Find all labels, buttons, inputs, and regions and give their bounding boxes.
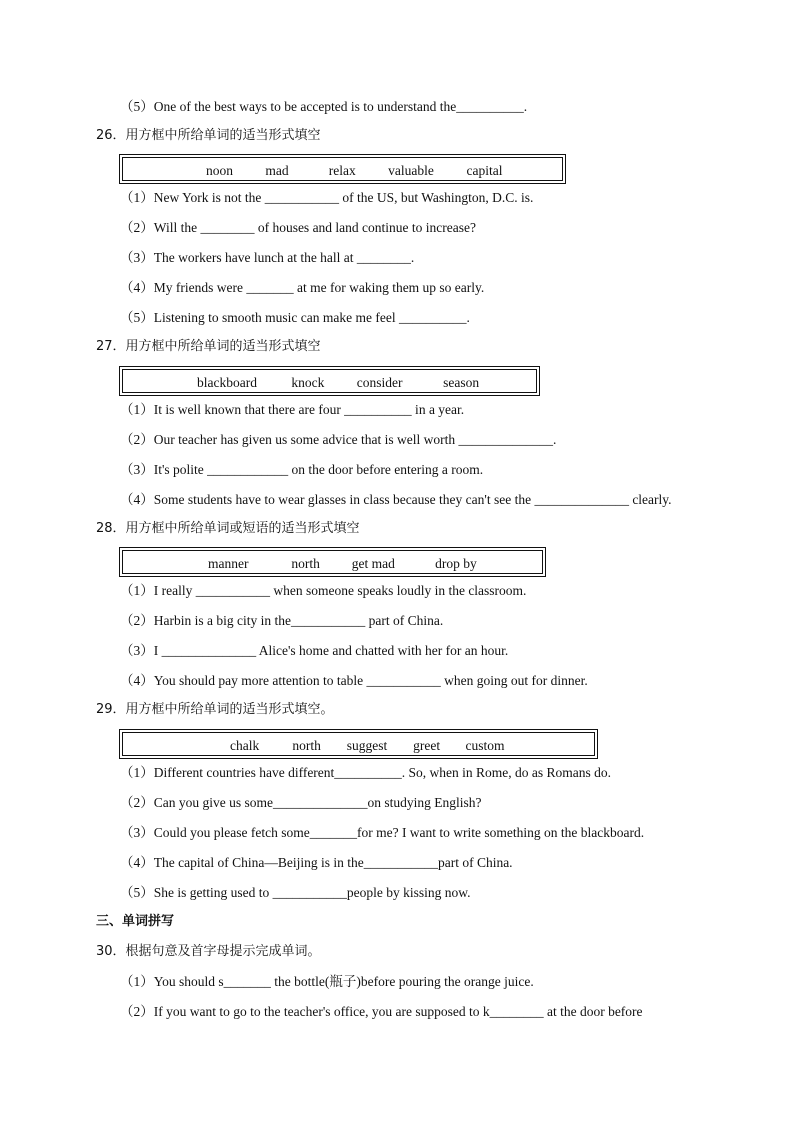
question-26-heading: 26．用方框中所给单词的适当形式填空	[96, 128, 321, 143]
question-27-item-2: （2）Our teacher has given us some advice that is well worth ______________.	[120, 432, 557, 447]
question-30-heading: 30．根据句意及首字母提示完成单词。	[96, 944, 321, 959]
box-word: chalk	[230, 738, 260, 753]
question-29-item-5: （5）She is getting used to ___________people by kissing now.	[120, 885, 471, 900]
box-word: drop by	[435, 556, 477, 571]
question-29-heading: 29．用方框中所给单词的适当形式填空。	[96, 702, 334, 717]
word-box-29	[119, 729, 598, 759]
question-27-item-4: （4）Some students have to wear glasses in class because they can't see the ______________ clearly.	[120, 492, 672, 507]
question-26-item-1: （1）New York is not the ___________ of the US, but Washington, D.C. is.	[120, 190, 534, 205]
question-27-heading: 27．用方框中所给单词的适当形式填空	[96, 339, 321, 354]
word-box-28	[119, 547, 546, 577]
box-word: relax	[328, 163, 356, 178]
question-29-item-1: （1）Different countries have different__________. So, when in Rome, do as Romans do.	[120, 765, 612, 780]
word-box-26	[119, 154, 566, 184]
box-word: get mad	[351, 556, 395, 571]
box-word: greet	[413, 738, 441, 753]
question-29-item-4: （4）The capital of China—Beijing is in the___________part of China.	[120, 855, 513, 870]
box-word: suggest	[346, 738, 388, 753]
box-word: consider	[356, 375, 403, 390]
question-29-item-3: （3）Could you please fetch some_______for me? I want to write something on the blackboard.	[120, 825, 645, 840]
question-27-item-3: （3）It's polite ____________ on the door before entering a room.	[120, 462, 484, 477]
word-box-27	[119, 366, 540, 396]
question-25-item-5: （5）One of the best ways to be accepted is to understand the__________.	[120, 99, 528, 114]
question-30-item-1: （1）You should s_______ the bottle(瓶子)before pouring the orange juice.	[120, 974, 534, 989]
question-26-item-2: （2）Will the ________ of houses and land continue to increase?	[120, 220, 476, 235]
question-26-item-3: （3）The workers have lunch at the hall at ________.	[120, 250, 415, 265]
box-word: manner	[208, 556, 249, 571]
question-27-item-1: （1）It is well known that there are four __________ in a year.	[120, 402, 465, 417]
question-29-item-2: （2）Can you give us some______________on studying English?	[120, 795, 482, 810]
question-26-item-5: （5）Listening to smooth music can make me feel __________.	[120, 310, 470, 325]
box-word: noon	[206, 163, 233, 178]
question-28-item-4: （4）You should pay more attention to table ___________ when going out for dinner.	[120, 673, 588, 688]
box-word: mad	[265, 163, 289, 178]
section-3-title: 三、单词拼写	[96, 914, 175, 929]
box-word: blackboard	[197, 375, 257, 390]
box-word: capital	[466, 163, 503, 178]
question-26-item-4: （4）My friends were _______ at me for waking them up so early.	[120, 280, 485, 295]
box-word: valuable	[388, 163, 434, 178]
box-word: season	[443, 375, 480, 390]
box-word: north	[292, 738, 321, 753]
question-28-heading: 28．用方框中所给单词或短语的适当形式填空	[96, 521, 360, 536]
question-30-item-2: （2）If you want to go to the teacher's office, you are supposed to k________ at the door before	[120, 1004, 643, 1019]
box-word: north	[291, 556, 320, 571]
box-word: knock	[291, 375, 325, 390]
question-28-item-2: （2）Harbin is a big city in the___________ part of China.	[120, 613, 444, 628]
box-word: custom	[465, 738, 505, 753]
question-28-item-1: （1）I really ___________ when someone speaks loudly in the classroom.	[120, 583, 527, 598]
question-28-item-3: （3）I ______________ Alice's home and chatted with her for an hour.	[120, 643, 509, 658]
